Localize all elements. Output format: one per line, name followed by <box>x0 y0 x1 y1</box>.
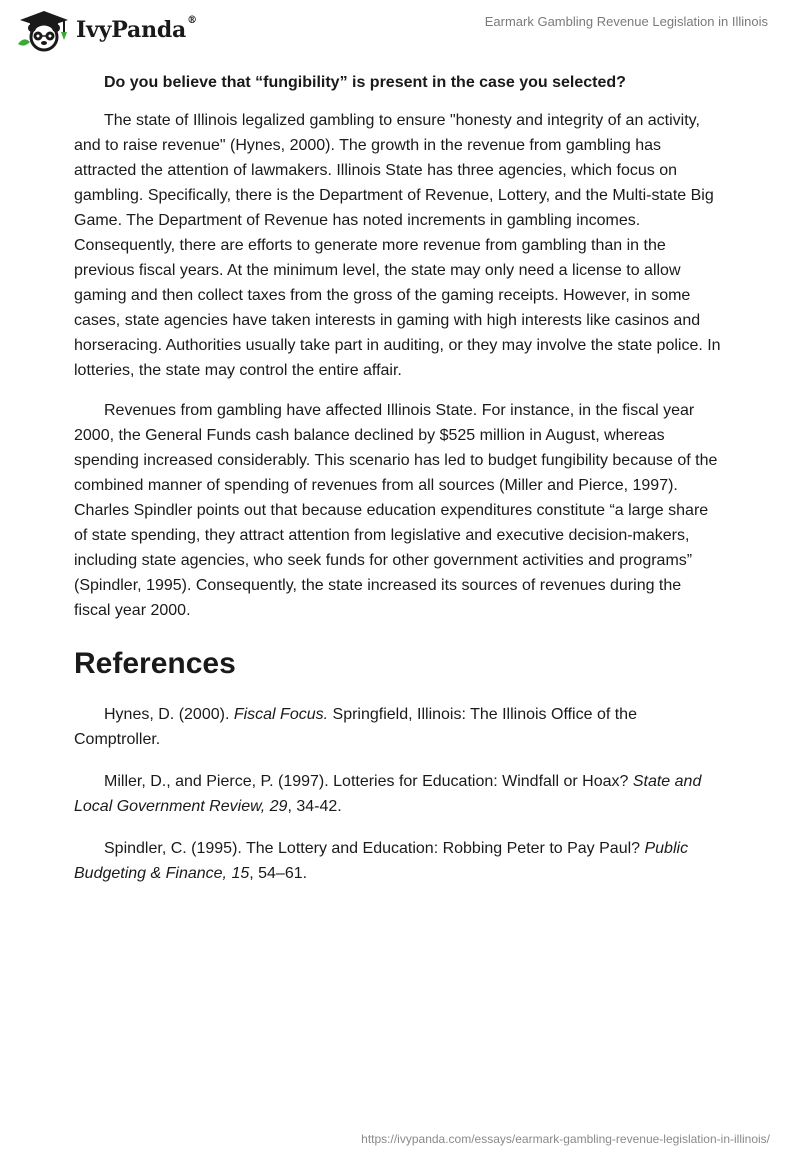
section-question: Do you believe that “fungibility” is present in the case you selected? <box>104 74 626 91</box>
source-url-link[interactable]: https://ivypanda.com/essays/earmark-gambling-revenue-legislation-in-illinois/ <box>361 1132 770 1146</box>
reference-entry: Hynes, D. (2000). Fiscal Focus. Springfield, Illinois: The Illinois Office of the Comptroller. <box>74 706 637 748</box>
reference-entry: Miller, D., and Pierce, P. (1997). Lotteries for Education: Windfall or Hoax? State and Local Government Review, 29, 34-42. <box>74 773 702 815</box>
document-title: Earmark Gambling Revenue Legislation in Illinois <box>484 14 768 29</box>
essay-content <box>74 70 722 903</box>
panda-graduation-cap-icon <box>14 8 70 52</box>
body-paragraph: The state of Illinois legalized gambling to ensure "honesty and integrity of an activity, and to raise revenue" (Hynes, 2000). The growth in the revenue from gambling has attracted the attention of lawmakers. Illinois State has three agencies, which focus on gambling. Specifically, there is the Department of Revenue, Lottery, and the Multi-state Big Game. The Department of Revenue has noted increments in gambling incomes. Consequently, there are efforts to generate more revenue from gambling than in the previous fiscal years. At the minimum level, the state may only need a license to allow gaming and then collect taxes from the gross of the gaming receipts. However, in some cases, state agencies have taken interests in gaming with high interests like casinos and horseracing. Authorities usually take part in auditing, or they may involve the state police. In lotteries, the state may control the entire affair. <box>74 112 721 379</box>
brand-name: IvyPanda® <box>76 15 197 43</box>
reference-source-title: Fiscal Focus. <box>233 706 329 723</box>
reference-entry: Spindler, C. (1995). The Lottery and Education: Robbing Peter to Pay Paul? Public Budgeting & Finance, 15, 54–61. <box>74 840 689 882</box>
page-header <box>0 0 800 60</box>
registered-mark: ® <box>187 15 197 26</box>
reference-source-title: State and Local Government Review, 29 <box>74 773 702 815</box>
ivypanda-logo[interactable] <box>14 8 197 52</box>
reference-source-title: Public Budgeting & Finance, 15 <box>74 840 689 882</box>
body-paragraph: Revenues from gambling have affected Illinois State. For instance, in the fiscal year 2000, the General Funds cash balance declined by $525 million in August, whereas spending increased considerably. This scenario has led to budget fungibility because of the combined manner of spending of revenues from all sources (Miller and Pierce, 1997). Charles Spindler points out that because education expenditures constitute “a large share of state spending, they attract attention from legislative and executive decision-makers, including state agencies, who seek funds for other government activities and programs” (Spindler, 1995). Consequently, the state increased its sources of revenues during the fiscal year 2000. <box>74 402 718 619</box>
references-heading: References <box>74 647 236 680</box>
